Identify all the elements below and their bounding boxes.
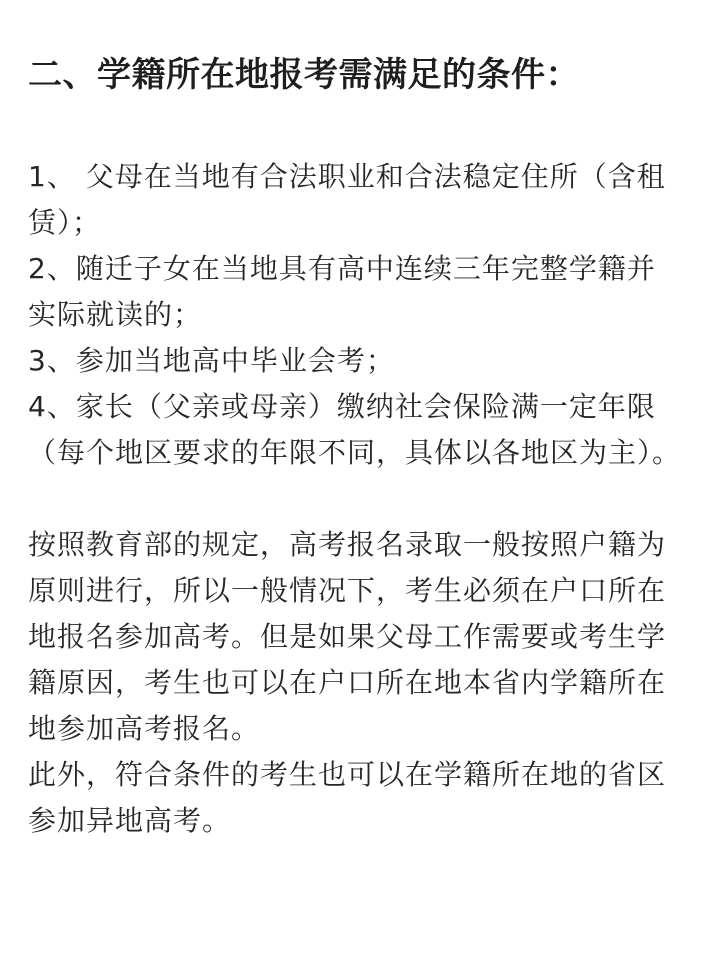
condition-item: 1、 父母在当地有合法职业和合法稳定住所（含租赁）； [28,160,666,239]
condition-item: 4、家长（父亲或母亲）缴纳社会保险满一定年限（每个地区要求的年限不同，具体以各地区为主）。 [28,390,682,469]
condition-item: 3、参加当地高中毕业会考； [28,344,395,377]
explanation-body [28,522,681,844]
explanation-paragraph: 按照教育部的规定，高考报名录取一般按照户籍为原则进行，所以一般情况下，考生必须在户口所在地报名参加高考。但是如果父母工作需要或考生学籍原因，考生也可以在户口所在地本省内学籍所在地参加高考报名。 [28,528,667,745]
conditions-list [28,154,681,476]
condition-item: 2、随迁子女在当地具有高中连续三年完整学籍并实际就读的； [28,252,656,331]
explanation-paragraph: 此外，符合条件的考生也可以在学籍所在地的省区参加异地高考。 [28,758,667,837]
section-heading: 二、学籍所在地报考需满足的条件： [28,55,580,95]
